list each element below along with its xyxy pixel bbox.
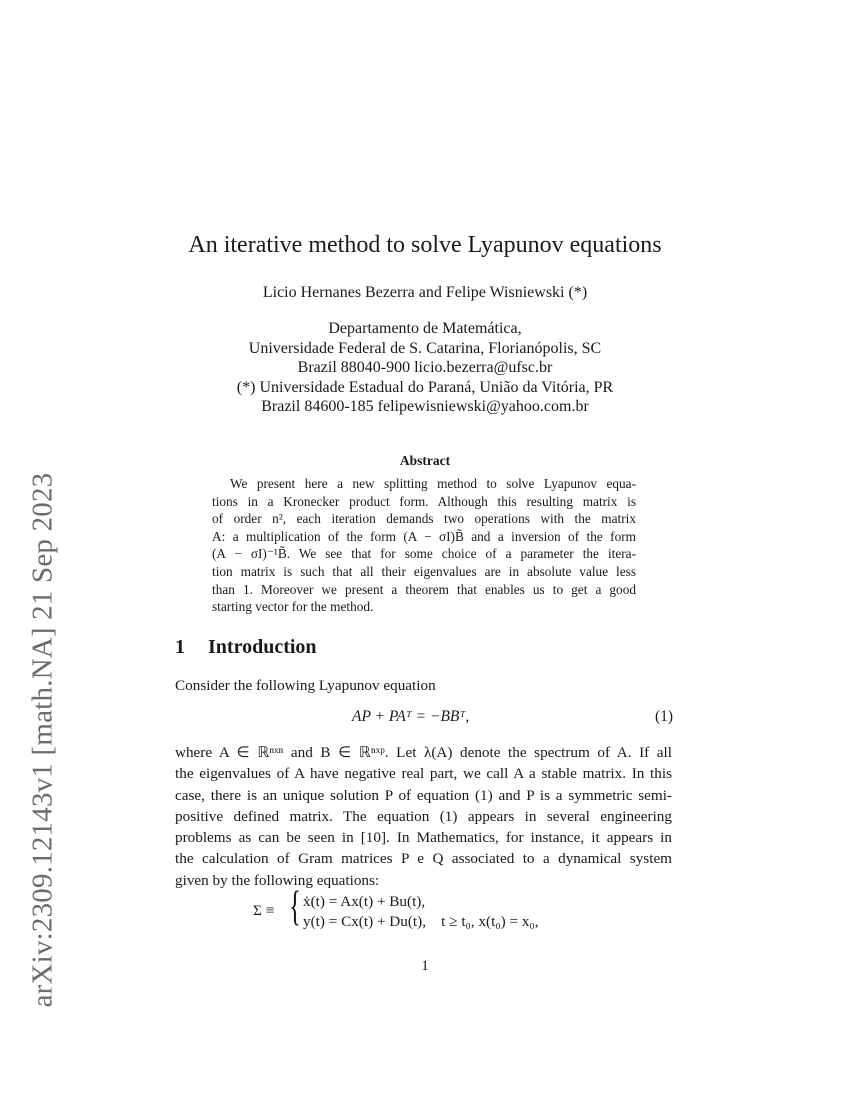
affiliation-block <box>0 319 850 417</box>
affiliation-line: Universidade Federal de S. Catarina, Florianópolis, SC <box>248 339 602 357</box>
paragraph-line: where A ∈ ℝⁿˣⁿ and B ∈ ℝⁿˣᵖ. Let λ(A) denote the spectrum of A. If all <box>175 744 672 761</box>
arxiv-watermark <box>18 240 68 1008</box>
system-line: ẋ(t) = Ax(t) + Bu(t), <box>303 893 426 910</box>
page-number: 1 <box>421 958 429 974</box>
paragraph-line: positive defined matrix. The equation (1) appears in several engineering <box>175 807 672 825</box>
section-title: Introduction <box>208 636 317 658</box>
arxiv-identifier: arXiv:2309.12143v1 [math.NA] 21 Sep 2023 <box>26 472 59 1008</box>
equation-lyapunov: AP + PAᵀ = −BBᵀ, <box>352 708 470 725</box>
affiliation-line: (*) Universidade Estadual do Paraná, União da Vitória, PR <box>236 378 614 396</box>
abstract-line: of order n², each iteration demands two operations with the matrix <box>212 511 636 527</box>
intro-paragraph <box>175 742 672 891</box>
paragraph-line: Consider the following Lyapunov equation <box>175 677 436 694</box>
section-number: 1 <box>175 636 185 658</box>
paragraph-line: case, there is an unique solution P of equation (1) and P is a symmetric semi- <box>175 786 672 804</box>
section-heading <box>175 636 317 659</box>
author-list: Licio Hernanes Bezerra and Felipe Wisniewski (*) <box>262 284 588 301</box>
abstract-line: starting vector for the method. <box>212 599 374 615</box>
abstract-body <box>212 475 636 616</box>
system-lines <box>303 892 539 932</box>
paragraph-line: problems as can be seen in [10]. In Mathematics, for instance, it appears in <box>175 829 672 847</box>
abstract-line: (A − σI)⁻¹B̃. We see that for some choice of a parameter the itera- <box>212 546 636 562</box>
paragraph-line: the calculation of Gram matrices P e Q associated to a dynamical system <box>175 850 672 868</box>
abstract-line: A: a multiplication of the form (A − σI)B̃ and a inversion of the form <box>212 528 636 544</box>
equation-label: (1) <box>655 708 674 725</box>
abstract-line: tion matrix is such that all their eigenvalues are in absolute value less <box>212 563 636 579</box>
paragraph-line: the eigenvalues of A have negative real part, we call A a stable matrix. In this <box>175 765 672 783</box>
abstract-heading: Abstract <box>399 453 451 468</box>
abstract-line: tions in a Kronecker product form. Although this resulting matrix is <box>212 493 636 509</box>
left-brace-symbol: { <box>289 884 302 930</box>
affiliation-line: Departamento de Matemática, <box>328 320 522 337</box>
system-line: y(t) = Cx(t) + Du(t), t ≥ t₀, x(t₀) = x₀, <box>303 913 539 930</box>
affiliation-line: Brazil 84600-185 felipewisniewski@yahoo.com.br <box>261 398 589 415</box>
intro-sentence <box>175 675 672 696</box>
system-lhs: Σ ≡ <box>253 902 275 919</box>
abstract-line: We present here a new splitting method to solve Lyapunov equa- <box>230 476 636 491</box>
abstract-line: than 1. Moreover we present a theorem that enables us to get a good <box>212 581 636 597</box>
paragraph-line: given by the following equations: <box>175 871 380 889</box>
paper-title: An iterative method to solve Lyapunov equations <box>188 232 662 258</box>
affiliation-line: Brazil 88040-900 licio.bezerra@ufsc.br <box>297 359 553 376</box>
